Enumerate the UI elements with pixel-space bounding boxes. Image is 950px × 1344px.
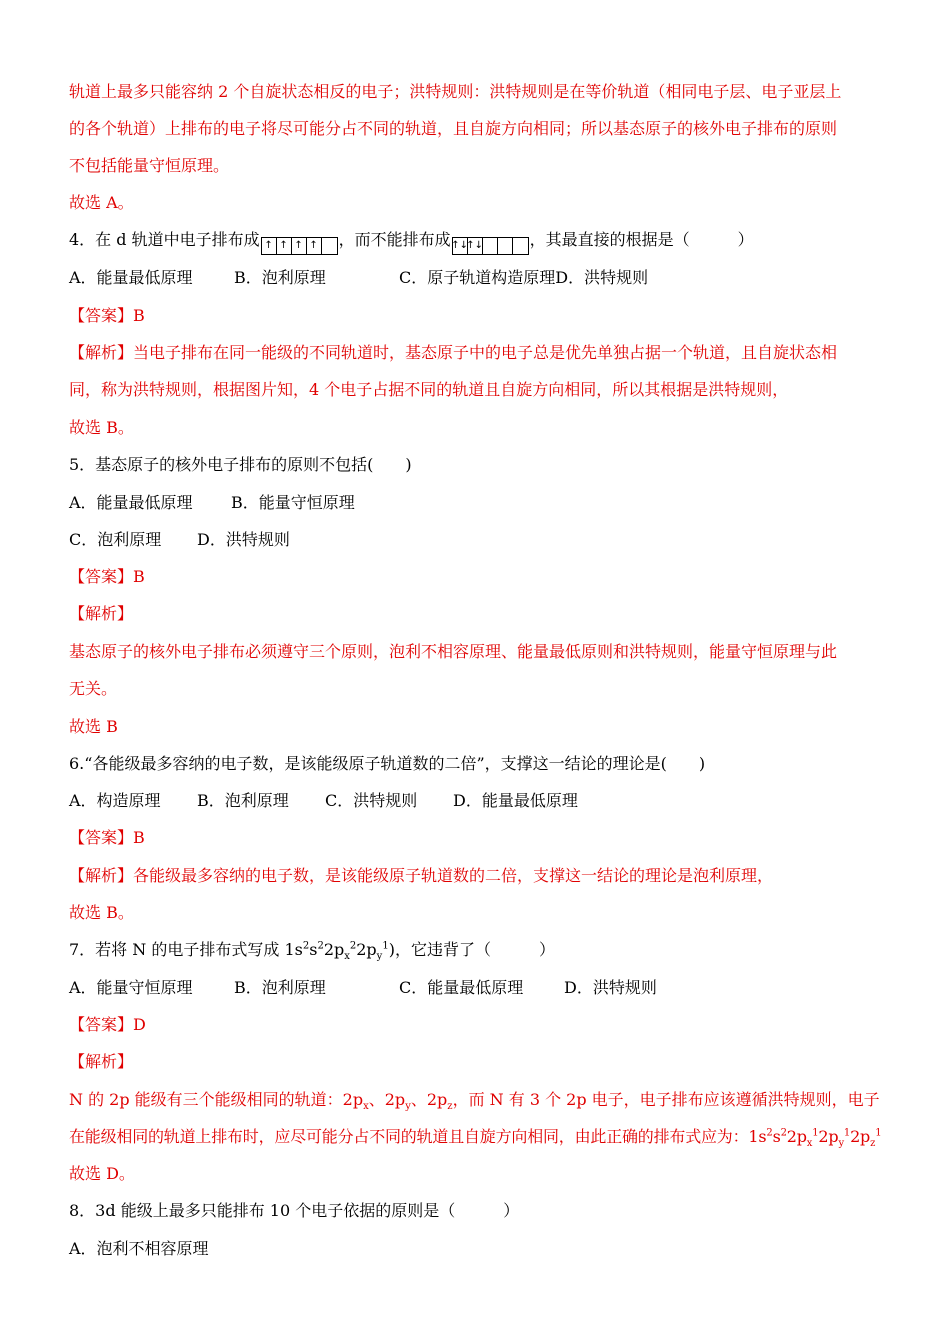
option-a: A．构造原理 [69, 791, 161, 810]
question-4-stem: 4．在 d 轨道中电子排布成 ↑ ↑ ↑ ↑ ，而不能排布成 ↑↓ ↑↓ ，其最直接的根据是（ ） [69, 230, 754, 255]
question-5-options-row1 [69, 493, 355, 513]
orbital-cell [498, 238, 513, 254]
option-d: D．能量最低原理 [453, 791, 578, 810]
orbital-cell: ↑ [307, 238, 322, 254]
option-a: A．泡利不相容原理 [69, 1239, 209, 1258]
option-b: B．泡利原理 [234, 268, 326, 287]
conclusion-line: 故选 B [69, 717, 118, 736]
question-4-options [69, 268, 648, 288]
option-c: C．原子轨道构造原理 [399, 268, 556, 287]
option-a: A．能量守恒原理 [69, 978, 193, 997]
answer-label: 【答案】B [69, 306, 145, 325]
orbital-cell: ↑ [292, 238, 307, 254]
explanation-line: 的各个轨道）上排布的电子将尽可能分占不同的轨道，且自旋方向相同；所以基态原子的核外电子排布的原则 [69, 119, 838, 138]
explanation-line: 同，称为洪特规则，根据图片知，4 个电子占据不同的轨道且自旋方向相同，所以其根据是洪特规则， [69, 380, 789, 399]
orbital-cell: ↑ [277, 238, 292, 254]
option-a: A．能量最低原理 [69, 493, 193, 512]
explanation-line: 在能级相同的轨道上排布时，应尽可能分占不同的轨道且自旋方向相同，由此正确的排布式应为：$1s^2s^22p_x^12p_y^12p_z^1$ [69, 1127, 882, 1150]
explanation-line: 【解析】当电子排布在同一能级的不同轨道时，基态原子中的电子总是优先单独占据一个轨道，且自旋状态相 [69, 343, 838, 362]
orbital-cell [513, 238, 528, 254]
answer-label: 【答案】B [69, 567, 145, 586]
question-6-options [69, 791, 578, 811]
explanation-label: 【解析】 [69, 1052, 134, 1071]
option-d: D．洪特规则 [564, 978, 657, 997]
orbital-cell: ↑↓ [453, 238, 468, 254]
option-d: D．洪特规则 [555, 268, 649, 287]
option-a: A．能量最低原理 [69, 268, 193, 287]
orbital-cell: ↑↓ [468, 238, 483, 254]
explanation-line: 基态原子的核外电子排布必须遵守三个原则，泡利不相容原理、能量最低原则和洪特规则，能量守恒原理与此 [69, 642, 838, 661]
option-c: C．能量最低原理 [399, 978, 524, 997]
question-8-stem: 8．3d 能级上最多只能排布 10 个电子依据的原则是（ ） [69, 1201, 520, 1220]
orbital-diagram-paired [452, 237, 529, 255]
question-7-stem: 7．若将 N 的电子排布式写成 $1s^2s^22p_x^22p_y^1$)，它违背了（ ） [69, 940, 555, 963]
option-b: B．泡利原理 [234, 978, 326, 997]
orbital-diagram-hund [261, 237, 338, 255]
option-c: C．泡利原理 [69, 530, 162, 549]
explanation-line: 轨道上最多只能容纳 2 个自旋状态相反的电子；洪特规则：洪特规则是在等价轨道（相同电子层、电子亚层上 [69, 82, 842, 101]
option-d: D．洪特规则 [197, 530, 290, 549]
explanation-line: 无关。 [69, 679, 118, 698]
conclusion-line: 故选 B。 [69, 903, 134, 922]
explanation-line: 【解析】各能级最多容纳的电子数，是该能级原子轨道数的二倍，支撑这一结论的理论是泡利原理， [69, 866, 774, 885]
orbital-cell [322, 238, 337, 254]
question-6-stem: 6.“各能级最多容纳的电子数，是该能级原子轨道数的二倍”，支撑这一结论的理论是( ) [69, 754, 706, 773]
question-5-options-row2 [69, 530, 290, 550]
explanation-label: 【解析】 [69, 604, 134, 623]
orbital-cell [483, 238, 498, 254]
explanation-line: N 的 2p 能级有三个能级相同的轨道：$2p_x$、$2p_y$、$2p_z$，而 N 有 3 个 2p 电子，电子排布应该遵循洪特规则，电子 [69, 1090, 880, 1113]
option-b: B．能量守恒原理 [231, 493, 355, 512]
conclusion-line: 故选 D。 [69, 1164, 135, 1183]
option-b: B．泡利原理 [197, 791, 289, 810]
orbital-cell: ↑ [262, 238, 277, 254]
answer-label: 【答案】B [69, 828, 145, 847]
question-7-options [69, 978, 657, 998]
answer-label: 【答案】D [69, 1015, 146, 1034]
question-5-stem: 5．基态原子的核外电子排布的原则不包括( ) [69, 455, 412, 474]
explanation-line: 不包括能量守恒原理。 [69, 156, 230, 175]
conclusion-line: 故选 B。 [69, 418, 134, 437]
conclusion-line: 故选 A。 [69, 193, 134, 212]
option-c: C．洪特规则 [325, 791, 418, 810]
